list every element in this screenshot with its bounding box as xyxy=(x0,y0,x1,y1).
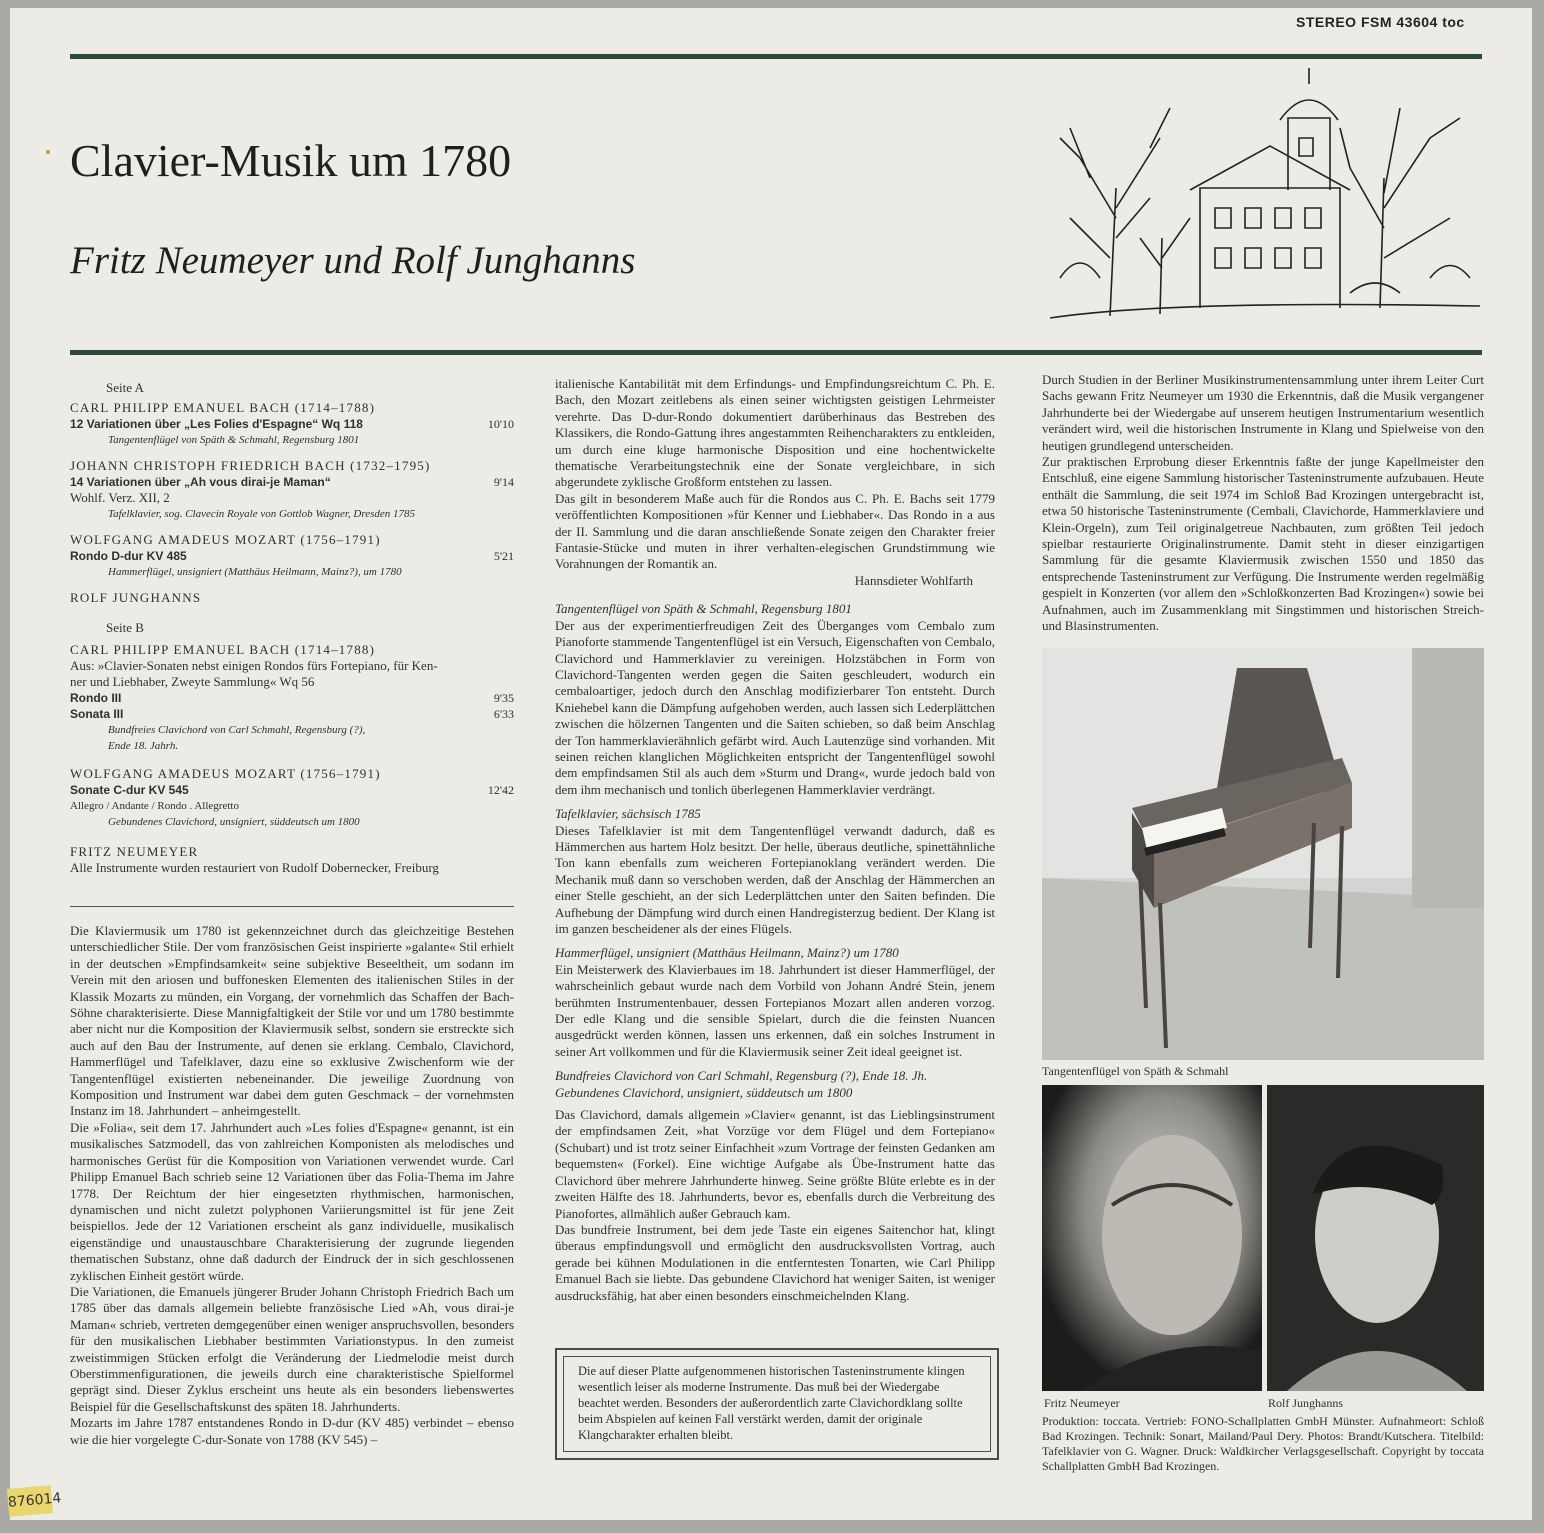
essay-paragraph-2: Die »Folia«, seit dem 17. Jahrhundert auch »Les folies d'Espagne« genannt, ist ein musikalisches Satzmodell, das von zahlreichen Komponisten als melodisches und harmonisches Gerüst für die Komposition von Variationen verwendet wurde. Carl Philipp Emanuel Bach schrieb seine 12 Variationen über das Folia-Thema im Jahre 1778. Der Reichtum der hier eingesetzten rhythmischen, harmonischen, dynamischen und nicht zuletzt polyphonen Variierungsmittel ist für jene Zeit beispiellos. Jede der 12 Variationen erscheint als ganz individuelle, musikalisch eigenständige und unaustauschbare Charakterisierung der zugrunde liegenden thematischen Substanz, ohne daß dadurch der Eindruck der in sich geschlossenen zyklischen Einheit gestört würde. xyxy=(70,1119,514,1283)
track-a2-composer: JOHANN CHRISTOPH FRIEDRICH BACH (1732–1795) xyxy=(70,458,431,473)
track-a2-catalog: Wohlf. Verz. XII, 2 xyxy=(70,490,170,505)
instrument-heading-tangentenfluegel: Tangentenflügel von Späth & Schmahl, Regensburg 1801 xyxy=(555,601,852,617)
track-b1-composer: CARL PHILIPP EMANUEL BACH (1714–1788) xyxy=(70,642,376,657)
instrument-heading-bundfrei: Bundfreies Clavichord von Carl Schmahl, Regensburg (?), Ende 18. Jh. xyxy=(555,1068,928,1084)
track-a1-duration: 10'10 xyxy=(487,417,514,431)
tracklist xyxy=(70,380,514,876)
production-credits: Produktion: toccata. Vertrieb: FONO-Schallplatten GmbH Münster. Aufnahmeort: Schloß Bad Krozingen. Technik: Sonart, Mailand/Paul Dery. Photos: Brandt/Kutschera. Titelbild: Tafelklavier von G. Wagner. Druck: Waldkircher Verlagsgesellschaft. Copyright by toccata Schallplatten GmbH Bad Krozingen. xyxy=(1042,1414,1484,1473)
track-a2-title: 14 Variationen über „Ah vous dirai-je Maman“ xyxy=(70,475,331,489)
track-b1-title-rondo: Rondo III xyxy=(70,691,122,705)
caption-neumeyer: Fritz Neumeyer xyxy=(1044,1396,1120,1410)
instrument-heading-gebunden: Gebundenes Clavichord, unsigniert, süddeutsch um 1800 xyxy=(555,1084,853,1100)
essay-paragraph-4: Mozarts im Jahre 1787 entstandenes Rondo in D-dur (KV 485) verbindet – ebenso wie die hier vorgelegte C-dur-Sonate von 1788 (KV 545) – xyxy=(70,1415,514,1447)
instrument-text-tafelklavier: Dieses Tafelklavier ist mit dem Tangentenflügel verwandt dadurch, daß es Hämmerchen aus hartem Holz besitzt. Der helle, überaus deutliche, spinettähnliche Ton kann ebenfalls zum weicheren Fortepianoklang verändert werden. Die Mechanik muß dann so verschoben werden, daß der Anschlag der Hämmerchen an einer Stelle geschieht, an der sich Lederplättchen unter den Saiten befinden. Die Aufhebung der Dämpfung wird durch einen Handregisterzug bedient. Der Klang ist im ganzen bescheidener als der eines Flügels. xyxy=(555,822,995,936)
instrument-text-clavichord: Das Clavichord, damals allgemein »Clavier« genannt, ist das Lieblingsinstrument der empfindsamen Zeit, »hat Vorzüge vor dem Flügel und dem Fortepiano« (Schubart) und ist trotz seiner Einfachheit »zum Vortrage der feinsten Gedanken am bequemsten« (Forkel). Eine wichtige Aufgabe als Übe-Instrument hatte das Clavichord über mehrere Jahrhunderte hinweg. Seine größte Blüte erlebte es in der zweiten Hälfte des 18. Jahrhunderts, bevor es, ebenfalls durch die Verbreitung des Pianofortes, allmählich außer Gebrauch kam. xyxy=(555,1107,995,1221)
track-b2-title: Sonate C-dur KV 545 xyxy=(70,783,189,797)
restoration-note: Alle Instrumente wurden restauriert von Rudolf Dobernecker, Freiburg xyxy=(70,860,439,875)
track-a3-title: Rondo D-dur KV 485 xyxy=(70,549,187,563)
album-title: Clavier-Musik um 1780 xyxy=(70,135,512,186)
track-b2-instrument: Gebundenes Clavichord, unsigniert, süddeutsch um 1800 xyxy=(108,816,360,828)
track-b2-movements: Allegro / Andante / Rondo . Allegretto xyxy=(70,800,239,812)
track-a2-instrument: Tafelklavier, sog. Clavecin Royale von Gottlob Wagner, Dresden 1785 xyxy=(108,508,416,520)
album-subtitle: Fritz Neumeyer und Rolf Junghanns xyxy=(70,239,636,282)
top-rule xyxy=(70,54,1482,59)
instrument-text-tangentenfluegel: Der aus der experimentierfreudigen Zeit des Überganges vom Cembalo zum Pianoforte stammende Tangentenflügel ist ein Versuch, Eigenschaften von Cembalo, Clavichord und Hammerklavier zu vereinigen. Holzstäbchen in Form von Clavichord-Tangenten werden gegen die Saiten geschleudert, wodurch ein cembaloartiger, jedoch durch den Anschlag modifizierbarer Ton entsteht. Durch Kniehebel kann die Dämpfung aufgehoben werden, auch lassen sich Lederplättchen zwischen die hölzernen Tangenten und die Saiten schieben, so daß beim Anschlag der Ton hammerklavierähnlich gefärbt wird. Auch Lautenzüge sind vorhanden. Mit seinen reichen klanglichen Möglichkeiten entspricht der Tangentenflügel sowohl dem empfindsamen Stil als auch dem »Sturm und Drang«, wurde jedoch bald von dem ihm mechanisch und tonlich überlegenen Hammerklavier verdrängt. xyxy=(555,617,995,797)
track-a3-duration: 5'21 xyxy=(493,549,514,563)
caption-tangentenfluegel: Tangentenflügel von Späth & Schmahl xyxy=(1042,1064,1229,1078)
portrait-fritz-neumeyer xyxy=(1042,1085,1262,1391)
liner-notes-column-2 xyxy=(555,376,995,1304)
track-b1-title-sonata: Sonata III xyxy=(70,707,124,721)
handwritten-sticker: 876014 xyxy=(7,1485,53,1517)
castle-sketch-illustration xyxy=(1050,68,1480,346)
track-a1-title: 12 Variationen über „Les Folies d'Espagne“ Wq 118 xyxy=(70,417,363,431)
essay-paragraph-3: Die Variationen, die Emanuels jüngerer Bruder Johann Christoph Friedrich Bach um 1785 über das damals allgemein beliebte französische Lied »Ah, vous dirai-je Maman« schrieb, vertreten demgegenüber einen weniger anspruchsvollen, besonders für den musikalischen Liebhaber bestimmten Variationstypus. In den zumeist zweistimmigen Stücken erfolgt die Veränderung der Liedmelodie meist durch Oberstimmenfigurationen, die jeweils durch eine charakteristische Spielformel geprägt sind. Dieser Zyklus erscheint uns heute als ein besonders liebenswertes Beispiel für die Gesellschaftskunst des späten 18. Jahrhunderts. xyxy=(70,1283,514,1414)
track-b1-duration-rondo: 9'35 xyxy=(493,691,514,705)
instrument-text-hammerfluegel: Ein Meisterwerk des Klavierbaues im 18. Jahrhundert ist dieser Hammerflügel, der wahrscheinlich gebaut wurde nach dem Vorbild von Johann André Stein, jenem berühmten Instrumentenbauer, dessen Fortepianos Mozart allen anderen vorzog. Der edle Klang und die sensible Spielart, durch die die feinsten Nuancen ausgedrückt werden können, lassen uns erkennen, daß ein solches Instrument in seiner Art vollkommen und für die Klaviermusik seiner Zeit ideal geeignet ist. xyxy=(555,961,995,1059)
collection-paragraph-2: Zur praktischen Erprobung dieser Erkenntnis faßte der junge Kapellmeister den Entschluß, eine eigene Sammlung historischer Tasteninstrumente aufzubauen. Heute enthält die Sammlung, die seit 1974 im Schloß Bad Krozingen untergebracht ist, etwa 50 historische Tasteninstrumente (Cembali, Clavichorde, Hammerklaviere und Klein-Orgeln), zum Teil originalgetreue Nachbauten, zum größten Teil jedoch spielbar restaurierte Originalinstrumente. Damit steht in dieser einzigartigen Sammlung für die gesamte Klaviermusik zwischen 1550 und 1850 das entsprechende Tasteninstrument zur Verfügung. Die Instrumente werden regelmäßig gespielt in Konzerten (vor allem den »Schloßkonzerten Bad Krozingen«) sowie bei Aufnahmen, auch im Zusammenklang mit Singstimmen und historischen Streich- und Blasinstrumenten. xyxy=(1042,454,1484,634)
ink-dot xyxy=(46,150,50,154)
track-b1-source-line1: Aus: »Clavier-Sonaten nebst einigen Rondos fürs Fortepiano, für Ken- xyxy=(70,658,438,673)
catalog-number: STEREO FSM 43604 toc xyxy=(1296,14,1465,30)
side-b-label: Seite B xyxy=(106,620,144,635)
caption-junghanns: Rolf Junghanns xyxy=(1268,1396,1343,1410)
liner-notes-column-1 xyxy=(70,923,514,1448)
side-a-performer: ROLF JUNGHANNS xyxy=(70,590,202,605)
track-b1-source-line2: ner und Liebhaber, Zweyte Sammlung« Wq 56 xyxy=(70,674,315,689)
playback-notice-box xyxy=(555,1348,999,1460)
track-b2-duration: 12'42 xyxy=(487,783,514,797)
playback-notice-text: Die auf dieser Platte aufgenommenen historischen Tasteninstrumente klingen wesentlich leiser als moderne Instrumente. Das muß bei der Wiedergabe beachtet werden. Besonders der außerordentlich zarte Clavichordklang sollte beim Abspielen auf keinen Fall verstärkt werden, damit der originale Klangcharakter erhalten bleibt. xyxy=(563,1356,991,1452)
instrument-heading-hammerfluegel: Hammerflügel, unsigniert (Matthäus Heilmann, Mainz?) um 1780 xyxy=(555,945,899,961)
essay-paragraph-1: Die Klaviermusik um 1780 ist gekennzeichnet durch das gleichzeitige Bestehen unterschiedlicher Stile. Der vom französischen Geist inspirierte »galante« Stil erhielt in der deutschen »Empfindsamkeit« seine subjektive Beseeltheit, um sodann im Verein mit den ariosen und buffonesken Elementen des italienischen Stiles in der Klassik Mozarts zu münden, ein Vorgang, der vornehmlich das Schaffen der Bach-Söhne charakterisierte. Diese Mannigfaltigkeit der Stile vor und um 1780 bestimmte aber nicht nur die Komposition der Klaviermusik selbst, sondern sie erstreckte sich auch auf den Bau der Instrumente, auf denen sie erklang. Cembalo, Clavichord, Hammerflügel und Tafelklaver, dazu eine so exklusive Zwischenform wie der Tangentenflügel existierten nebeneinander. Die jeweilige Zuordnung von Komposition und Instrument war dabei dem guten Geschmack – der vornehmsten Instanz im 18. Jahrhundert – anheimgestellt. xyxy=(70,923,514,1119)
instrument-text-clavichord-2: Das bundfreie Instrument, bei dem jede Taste ein eigenes Saitenchor hat, klingt überaus empfindungsvoll und ermöglicht den ausdrucksvollsten Vortrag, auch gerade bei kühnen Modulationen in die entferntesten Tonarten, wie Carl Philipp Emanuel Bach sie liebte. Das gebundene Clavichord hat weniger Saiten, ist weniger ausdrucksfähig, hat aber einen besonders einschmeichelnden Klang. xyxy=(555,1221,995,1303)
side-a-label: Seite A xyxy=(106,380,144,395)
track-b1-instrument-line1: Bundfreies Clavichord von Carl Schmahl, Regensburg (?), xyxy=(108,724,366,736)
track-a3-composer: WOLFGANG AMADEUS MOZART (1756–1791) xyxy=(70,532,381,547)
tangentenfluegel-photo xyxy=(1042,648,1484,1060)
track-a1-instrument: Tangentenflügel von Späth & Schmahl, Regensburg 1801 xyxy=(108,434,360,446)
track-a1-composer: CARL PHILIPP EMANUEL BACH (1714–1788) xyxy=(70,400,376,415)
portrait-rolf-junghanns xyxy=(1267,1085,1484,1391)
essay-author: Hannsdieter Wohlfarth xyxy=(854,572,973,588)
track-a2-duration: 9'14 xyxy=(493,475,514,489)
side-b-performer: FRITZ NEUMEYER xyxy=(70,844,199,859)
track-a3-instrument: Hammerflügel, unsigniert (Matthäus Heilmann, Mainz?), um 1780 xyxy=(108,566,402,578)
essay-rondo-paragraph: Das gilt in besonderem Maße auch für die Rondos aus C. Ph. E. Bachs seit 1779 veröffentlichten Kompositionen »für Kenner und Liebhaber«. Das Rondo in a aus der II. Sammlung und die daran anschließende Sonate zeigen den Charakter freier Fantasie-Stücke und muten in ihrer verhalten-elegischen Grundstimmung wie Vorahnungen der Romantik an. xyxy=(555,490,995,572)
tracklist-divider xyxy=(70,906,514,907)
essay-continuation: italienische Kantabilität mit dem Erfindungs- und Empfindungsreichtum C. Ph. E. Bach, den Mozart zeitlebens als einen seiner wichtigsten geistigen Lehrmeister verehrte. Das D-dur-Rondo dokumentiert darüberhinaus das Bestreben des Klassikers, die Rondo-Gattung ihres angestammten Reihencharakters zu entkleiden, um durch eine kluge harmonische Disposition und eine hochentwickelte thematische Verarbeitungstechnik eine der Sonate vergleichbare, in sich abgerundete zyklische Großform entstehen zu lassen. xyxy=(555,376,995,490)
track-b2-composer: WOLFGANG AMADEUS MOZART (1756–1791) xyxy=(70,766,381,781)
track-b1-instrument-line2: Ende 18. Jahrh. xyxy=(108,740,179,752)
track-b1-duration-sonata: 6'33 xyxy=(493,707,514,721)
collection-paragraph-1: Durch Studien in der Berliner Musikinstrumentensammlung unter ihrem Leiter Curt Sachs gewann Fritz Neumeyer um 1930 die Erkenntnis, daß die Musik vergangener Jahrhunderte bei der Wiedergabe auf unserem heutigen Instrumentarium wesentlich verändert wird, weil die historischen Instrumente in Klang und Spielweise von den heutigen grundlegend unterscheiden. xyxy=(1042,372,1484,453)
middle-rule xyxy=(70,350,1482,355)
liner-notes-column-3 xyxy=(1042,372,1484,635)
instrument-heading-tafelklavier: Tafelklavier, sächsisch 1785 xyxy=(555,806,701,822)
